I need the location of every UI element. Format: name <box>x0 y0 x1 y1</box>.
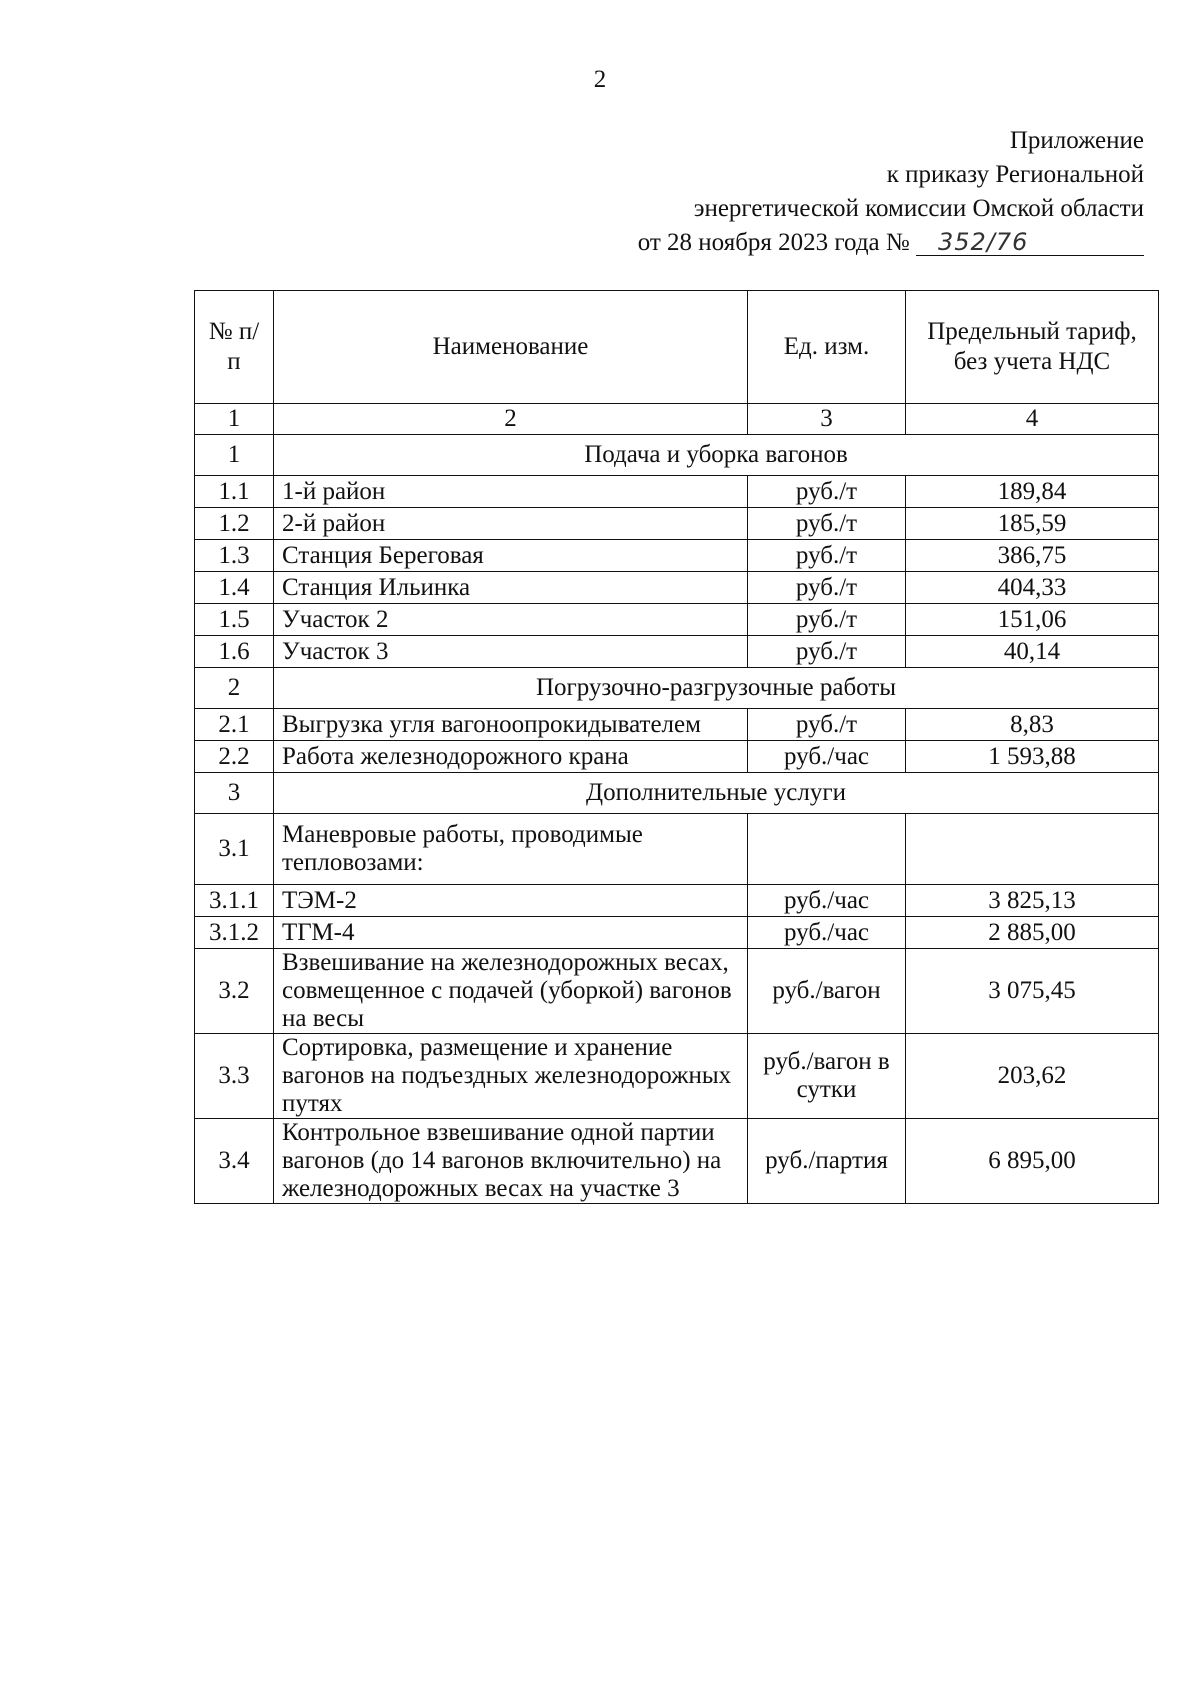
row-number: 1.2 <box>195 508 274 540</box>
appendix-line-2: к приказу Региональной <box>886 161 1144 188</box>
section-title: Подача и уборка вагонов <box>274 435 1159 476</box>
section-row <box>195 668 1159 709</box>
header-name: Наименование <box>274 291 748 404</box>
row-value: 6 895,00 <box>906 1119 1159 1204</box>
row-unit: руб./вагон <box>748 949 906 1034</box>
row-name: Участок 2 <box>274 604 748 636</box>
row-value <box>906 814 1159 885</box>
row-value: 203,62 <box>906 1034 1159 1119</box>
table-row <box>195 540 1159 572</box>
row-name: ТЭМ-2 <box>274 885 748 917</box>
row-unit <box>748 814 906 885</box>
row-name: Взвешивание на железнодорожных весах, совмещенное с подачей (уборкой) вагонов на весы <box>274 949 748 1034</box>
row-number: 3.2 <box>195 949 274 1034</box>
section-number: 3 <box>195 773 274 814</box>
table-row <box>195 1119 1159 1204</box>
appendix-line-3: энергетической комиссии Омской области <box>693 195 1144 222</box>
section-row <box>195 773 1159 814</box>
section-title: Дополнительные услуги <box>274 773 1159 814</box>
row-name: Маневровые работы, проводимые тепловозами: <box>274 814 748 885</box>
row-name: 2-й район <box>274 508 748 540</box>
row-name: Выгрузка угля вагоноопрокидывателем <box>274 709 748 741</box>
column-number: 3 <box>748 404 906 435</box>
row-value: 8,83 <box>906 709 1159 741</box>
row-value: 3 075,45 <box>906 949 1159 1034</box>
table-row <box>195 604 1159 636</box>
appendix-line-1: Приложение <box>1009 127 1144 154</box>
row-number: 1.1 <box>195 476 274 508</box>
row-name: 1-й район <box>274 476 748 508</box>
row-number: 3.4 <box>195 1119 274 1204</box>
table-row <box>195 508 1159 540</box>
row-unit: руб./час <box>748 741 906 773</box>
table-row <box>195 814 1159 885</box>
table-row <box>195 1034 1159 1119</box>
row-number: 1.5 <box>195 604 274 636</box>
section-number: 1 <box>195 435 274 476</box>
row-value: 3 825,13 <box>906 885 1159 917</box>
table-row <box>195 741 1159 773</box>
row-name: Сортировка, размещение и хранение вагонов на подъездных железнодорожных путях <box>274 1034 748 1119</box>
table-row <box>195 709 1159 741</box>
row-number: 1.4 <box>195 572 274 604</box>
row-unit: руб./т <box>748 540 906 572</box>
row-unit: руб./т <box>748 709 906 741</box>
row-number: 2.1 <box>195 709 274 741</box>
row-name: Контрольное взвешивание одной партии вагонов (до 14 вагонов включительно) на железнодорожных весах на участке 3 <box>274 1119 748 1204</box>
column-number: 4 <box>906 404 1159 435</box>
row-value: 1 593,88 <box>906 741 1159 773</box>
row-number: 2.2 <box>195 741 274 773</box>
section-row <box>195 435 1159 476</box>
row-name: Станция Береговая <box>274 540 748 572</box>
row-value: 40,14 <box>906 636 1159 668</box>
table-row <box>195 917 1159 949</box>
row-unit: руб./т <box>748 604 906 636</box>
table-row <box>195 885 1159 917</box>
row-name: Работа железнодорожного крана <box>274 741 748 773</box>
row-unit: руб./т <box>748 572 906 604</box>
column-number-row <box>195 404 1159 435</box>
row-name: Станция Ильинка <box>274 572 748 604</box>
column-number: 2 <box>274 404 748 435</box>
appendix-block <box>638 124 1144 260</box>
row-number: 3.3 <box>195 1034 274 1119</box>
order-number-handwritten: 352/76 <box>916 229 1144 256</box>
row-name: ТГМ-4 <box>274 917 748 949</box>
row-unit: руб./час <box>748 885 906 917</box>
table-row <box>195 572 1159 604</box>
table-body <box>195 435 1159 1204</box>
row-number: 1.3 <box>195 540 274 572</box>
row-unit: руб./т <box>748 476 906 508</box>
row-unit: руб./т <box>748 636 906 668</box>
row-value: 404,33 <box>906 572 1159 604</box>
section-number: 2 <box>195 668 274 709</box>
row-number: 1.6 <box>195 636 274 668</box>
section-title: Погрузочно-разгрузочные работы <box>274 668 1159 709</box>
table-header-row <box>195 291 1159 404</box>
column-number: 1 <box>195 404 274 435</box>
row-unit: руб./партия <box>748 1119 906 1204</box>
row-value: 2 885,00 <box>906 917 1159 949</box>
tariff-table <box>194 290 1159 1204</box>
row-value: 151,06 <box>906 604 1159 636</box>
row-value: 185,59 <box>906 508 1159 540</box>
row-number: 3.1 <box>195 814 274 885</box>
header-unit: Ед. изм. <box>748 291 906 404</box>
row-unit: руб./т <box>748 508 906 540</box>
row-number: 3.1.1 <box>195 885 274 917</box>
row-number: 3.1.2 <box>195 917 274 949</box>
appendix-date-line <box>638 226 1144 260</box>
row-unit: руб./вагон в сутки <box>748 1034 906 1119</box>
row-value: 386,75 <box>906 540 1159 572</box>
table-row <box>195 636 1159 668</box>
appendix-date: от 28 ноября 2023 года № <box>637 229 910 256</box>
page-number: 2 <box>593 66 607 93</box>
row-name: Участок 3 <box>274 636 748 668</box>
header-num: № п/п <box>195 291 274 404</box>
table-row <box>195 476 1159 508</box>
header-value: Предельный тариф, без учета НДС <box>906 291 1159 404</box>
table-row <box>195 949 1159 1034</box>
row-value: 189,84 <box>906 476 1159 508</box>
row-unit: руб./час <box>748 917 906 949</box>
